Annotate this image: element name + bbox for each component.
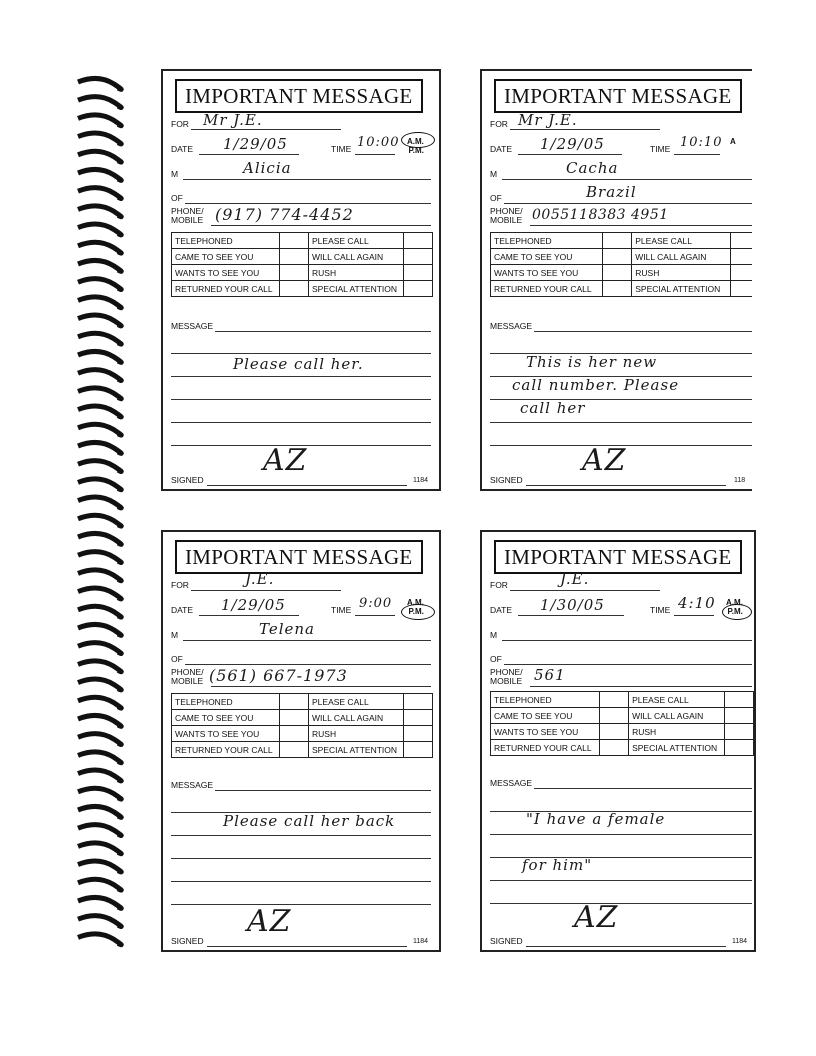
spiral-coil — [78, 861, 121, 872]
mobile-label: MOBILE — [490, 676, 523, 686]
phone-value: (917) 774-4452 — [215, 205, 354, 224]
time-label: TIME — [650, 605, 671, 615]
please-call: PLEASE CALL — [632, 233, 731, 249]
will-call-again-box[interactable] — [725, 708, 754, 724]
please-call-box[interactable] — [731, 233, 753, 249]
spiral-coil — [78, 770, 121, 781]
telephoned-box[interactable] — [600, 692, 629, 708]
telephoned: TELEPHONED — [491, 692, 600, 708]
telephoned-box[interactable] — [280, 233, 309, 249]
mobile-label: MOBILE — [171, 215, 204, 225]
spiral-coil — [78, 406, 121, 417]
pm-label: P.M. — [408, 607, 424, 616]
rush-box[interactable] — [404, 265, 433, 281]
spiral-coil — [78, 169, 121, 180]
phone-label: PHONE/ — [490, 667, 523, 677]
spiral-coil — [78, 78, 121, 89]
message-slip-top-left — [161, 69, 441, 491]
message-slip-top-right — [480, 69, 752, 491]
rush: RUSH — [629, 724, 725, 740]
phone-value: 0055118383 4951 — [532, 207, 669, 223]
message-slip-bottom-right — [480, 530, 756, 952]
spiral-coil — [78, 461, 121, 472]
please-call: PLEASE CALL — [629, 692, 725, 708]
telephoned: TELEPHONED — [491, 233, 603, 249]
rush-box[interactable] — [731, 265, 753, 281]
message-line-2: Please call her back — [223, 812, 396, 830]
pm-label: P.M. — [727, 607, 743, 616]
came-to-see-you-box[interactable] — [280, 249, 309, 265]
time-label: TIME — [331, 605, 352, 615]
spiral-coil — [78, 424, 121, 435]
wants-to-see-you: WANTS TO SEE YOU — [491, 724, 600, 740]
special-attention: SPECIAL ATTENTION — [632, 281, 731, 297]
message-slip-bottom-left — [161, 530, 441, 952]
m-label: M — [171, 169, 179, 179]
mobile-label: MOBILE — [171, 676, 204, 686]
spiral-coil — [78, 479, 121, 490]
special-attention-box[interactable] — [404, 742, 433, 758]
phone-label: PHONE/ — [490, 206, 523, 216]
wants-to-see-you-box[interactable] — [600, 724, 629, 740]
special-attention: SPECIAL ATTENTION — [629, 740, 725, 756]
spiral-coil — [78, 843, 121, 854]
spiral-coil — [78, 606, 121, 617]
checkbox-table — [490, 691, 754, 756]
spiral-coil — [78, 206, 121, 217]
will-call-again: WILL CALL AGAIN — [629, 708, 725, 724]
special-attention: SPECIAL ATTENTION — [309, 742, 404, 758]
form-number: 1184 — [413, 477, 429, 484]
came-to-see-you: CAME TO SEE YOU — [491, 708, 600, 724]
time-value: 10:00 — [357, 135, 400, 150]
returned-your-call: RETURNED YOUR CALL — [172, 742, 280, 758]
signed-label: SIGNED — [490, 475, 523, 485]
date-label: DATE — [171, 144, 194, 154]
m-value: Cacha — [566, 159, 619, 177]
for-label: FOR — [490, 580, 508, 590]
will-call-again: WILL CALL AGAIN — [632, 249, 731, 265]
date-value: 1/29/05 — [221, 596, 286, 614]
wants-to-see-you-box[interactable] — [603, 265, 632, 281]
spiral-coil — [78, 897, 121, 908]
date-label: DATE — [490, 144, 513, 154]
signed-label: SIGNED — [490, 936, 523, 946]
slip-title: IMPORTANT MESSAGE — [175, 79, 423, 113]
signature: AZ — [247, 904, 292, 939]
form-number: 1184 — [413, 938, 429, 945]
special-attention-box[interactable] — [725, 740, 754, 756]
returned-your-call-box[interactable] — [280, 281, 309, 297]
for-value: J.E. — [560, 570, 590, 588]
spiral-coil — [78, 260, 121, 271]
spiral-coil — [78, 297, 121, 308]
am-label: A.M. — [407, 137, 424, 146]
date-label: DATE — [171, 605, 194, 615]
m-label: M — [490, 630, 498, 640]
wants-to-see-you: WANTS TO SEE YOU — [172, 265, 280, 281]
spiral-coil — [78, 533, 121, 544]
for-label: FOR — [490, 119, 508, 129]
pm-circle — [401, 604, 435, 620]
for-value: J.E. — [245, 570, 275, 588]
message-label: MESSAGE — [171, 321, 214, 331]
time-value: 4:10 — [678, 594, 716, 612]
came-to-see-you: CAME TO SEE YOU — [172, 710, 280, 726]
am-label: A.M. — [726, 598, 743, 607]
checkbox-table — [171, 693, 433, 758]
spiral-coil — [78, 643, 121, 654]
date-value: 1/29/05 — [223, 135, 288, 153]
wants-to-see-you-box[interactable] — [280, 265, 309, 281]
phone-value: 561 — [534, 666, 566, 684]
spiral-coil — [78, 715, 121, 726]
spiral-coil — [78, 224, 121, 235]
please-call-box[interactable] — [404, 233, 433, 249]
rush: RUSH — [309, 265, 404, 281]
spiral-coil — [78, 588, 121, 599]
wants-to-see-you: WANTS TO SEE YOU — [491, 265, 603, 281]
checkbox-table — [171, 232, 433, 297]
rush: RUSH — [632, 265, 731, 281]
spiral-coil — [78, 388, 121, 399]
came-to-see-you-box[interactable] — [603, 249, 632, 265]
special-attention-box[interactable] — [731, 281, 753, 297]
telephoned-box[interactable] — [280, 694, 309, 710]
spiral-coil — [78, 515, 121, 526]
phone-label: PHONE/ — [171, 667, 204, 677]
spiral-coil — [78, 151, 121, 162]
spiral-coil — [78, 370, 121, 381]
wants-to-see-you: WANTS TO SEE YOU — [172, 726, 280, 742]
slip-title: IMPORTANT MESSAGE — [494, 540, 742, 574]
please-call: PLEASE CALL — [309, 694, 404, 710]
message-line-3: call number. Please — [512, 376, 680, 394]
time-value: 10:10 — [680, 135, 723, 150]
of-value: Brazil — [586, 183, 637, 201]
am-label: A.M. — [407, 598, 424, 607]
will-call-again: WILL CALL AGAIN — [309, 249, 404, 265]
of-label: OF — [171, 193, 183, 203]
spiral-coil — [78, 934, 121, 945]
please-call-box[interactable] — [404, 694, 433, 710]
message-label: MESSAGE — [490, 778, 533, 788]
message-line-2: Please call her. — [233, 355, 364, 373]
message-line-2: This is her new — [526, 353, 658, 371]
rush-box[interactable] — [725, 724, 754, 740]
date-label: DATE — [490, 605, 513, 615]
will-call-again-box[interactable] — [404, 710, 433, 726]
spiral-coil — [78, 115, 121, 126]
please-call-box[interactable] — [725, 692, 754, 708]
spiral-coil — [78, 570, 121, 581]
spiral-coil — [78, 552, 121, 563]
form-number: 1184 — [732, 938, 748, 945]
spiral-coil — [78, 806, 121, 817]
came-to-see-you: CAME TO SEE YOU — [491, 249, 603, 265]
date-value: 1/29/05 — [540, 135, 605, 153]
returned-your-call: RETURNED YOUR CALL — [491, 281, 603, 297]
spiral-coil — [78, 279, 121, 290]
will-call-again-box[interactable] — [404, 249, 433, 265]
returned-your-call: RETURNED YOUR CALL — [491, 740, 600, 756]
came-to-see-you-box[interactable] — [280, 710, 309, 726]
date-value: 1/30/05 — [540, 596, 605, 614]
slip-title: IMPORTANT MESSAGE — [175, 540, 423, 574]
for-value: Mr J.E. — [203, 111, 263, 129]
wants-to-see-you-box[interactable] — [280, 726, 309, 742]
returned-your-call-box[interactable] — [280, 742, 309, 758]
will-call-again-box[interactable] — [731, 249, 753, 265]
pm-circle — [722, 604, 752, 620]
signed-label: SIGNED — [171, 475, 204, 485]
m-label: M — [490, 169, 498, 179]
telephoned: TELEPHONED — [172, 694, 280, 710]
for-label: FOR — [171, 580, 189, 590]
spiral-coil — [78, 752, 121, 763]
spiral-coil — [78, 315, 121, 326]
phone-value: (561) 667-1973 — [209, 666, 348, 685]
time-label: TIME — [650, 144, 671, 154]
telephoned-box[interactable] — [603, 233, 632, 249]
spiral-coil — [78, 624, 121, 635]
message-line-2: for him" — [522, 856, 593, 874]
spiral-coil — [78, 333, 121, 344]
phone-label: PHONE/ — [171, 206, 204, 216]
spiral-coil — [78, 825, 121, 836]
spiral-coil — [78, 497, 121, 508]
am-circle — [401, 132, 435, 148]
rush-box[interactable] — [404, 726, 433, 742]
time-value: 9:00 — [359, 596, 393, 611]
message-line-4: call her — [520, 399, 586, 417]
message-label: MESSAGE — [171, 780, 214, 790]
came-to-see-you-box[interactable] — [600, 708, 629, 724]
returned-your-call-box[interactable] — [603, 281, 632, 297]
spiral-coil — [78, 679, 121, 690]
pm-label: P.M. — [408, 146, 424, 155]
am-label: A — [730, 137, 736, 146]
special-attention: SPECIAL ATTENTION — [309, 281, 404, 297]
message-label: MESSAGE — [490, 321, 533, 331]
of-label: OF — [171, 654, 183, 664]
m-label: M — [171, 630, 179, 640]
telephoned: TELEPHONED — [172, 233, 280, 249]
checkbox-table — [490, 232, 752, 297]
spiral-binding — [74, 70, 144, 960]
came-to-see-you: CAME TO SEE YOU — [172, 249, 280, 265]
for-value: Mr J.E. — [518, 111, 578, 129]
spiral-coil — [78, 188, 121, 199]
rush: RUSH — [309, 726, 404, 742]
signature: AZ — [263, 443, 308, 478]
spiral-coil — [78, 734, 121, 745]
special-attention-box[interactable] — [404, 281, 433, 297]
spiral-coil — [78, 661, 121, 672]
spiral-coil — [78, 916, 121, 927]
spiral-coil — [78, 242, 121, 253]
time-label: TIME — [331, 144, 352, 154]
for-label: FOR — [171, 119, 189, 129]
spiral-coil — [78, 879, 121, 890]
mobile-label: MOBILE — [490, 215, 523, 225]
spiral-coil — [78, 788, 121, 799]
spiral-coil — [78, 442, 121, 453]
signature: AZ — [582, 443, 627, 478]
signed-label: SIGNED — [171, 936, 204, 946]
spiral-coil — [78, 133, 121, 144]
spiral-coil — [78, 97, 121, 108]
please-call: PLEASE CALL — [309, 233, 404, 249]
returned-your-call: RETURNED YOUR CALL — [172, 281, 280, 297]
spiral-coil — [78, 697, 121, 708]
of-label: OF — [490, 193, 502, 203]
of-label: OF — [490, 654, 502, 664]
returned-your-call-box[interactable] — [600, 740, 629, 756]
m-value: Alicia — [243, 159, 292, 177]
signature: AZ — [574, 900, 619, 935]
will-call-again: WILL CALL AGAIN — [309, 710, 404, 726]
form-number: 118 — [734, 477, 746, 484]
m-value: Telena — [259, 620, 315, 638]
message-line-1: "I have a female — [526, 810, 666, 828]
slip-title: IMPORTANT MESSAGE — [494, 79, 742, 113]
spiral-coil — [78, 351, 121, 362]
